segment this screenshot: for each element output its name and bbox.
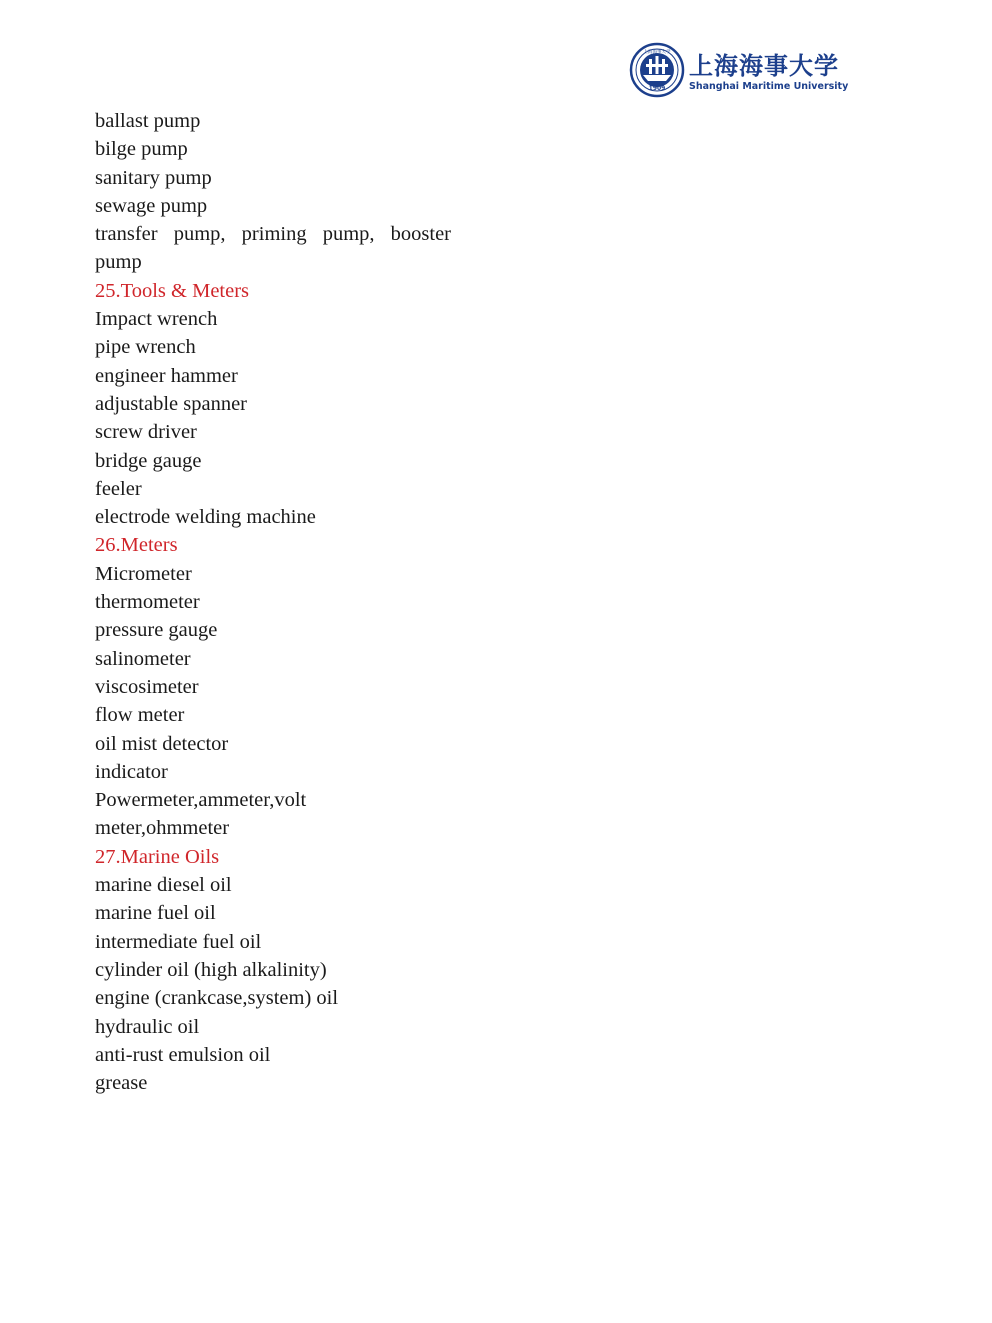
vocabulary-item: bridge gauge [95,449,202,472]
university-seal-icon [629,42,685,98]
vocabulary-item: grease [95,1072,148,1095]
section-heading: 26.Meters [95,534,178,557]
vocabulary-item: thermometer [95,591,200,614]
vocabulary-item: sanitary pump [95,166,212,189]
vocabulary-item: Micrometer [95,562,192,585]
seal-year: 1909 [648,85,666,92]
vocabulary-item: flow meter [95,704,185,727]
vocabulary-item: transfer pump, priming pump, booster [95,223,452,246]
vocabulary-item: meter,ohmmeter [95,817,230,840]
university-name-chinese: 上海海事大学 [689,51,839,80]
vocabulary-item: anti-rust emulsion oil [95,1043,271,1066]
vocabulary-item: engineer hammer [95,364,238,387]
vocabulary-item: sewage pump [95,194,208,217]
vocabulary-item: ballast pump [95,110,201,132]
vocabulary-item: cylinder oil (high alkalinity) [95,958,327,981]
vocabulary-item: pump [95,251,142,274]
vocabulary-item: indicator [95,760,168,783]
section-heading: 27.Marine Oils [95,845,220,868]
vocabulary-item: marine fuel oil [95,902,216,925]
vocabulary-item: intermediate fuel oil [95,930,262,953]
vocabulary-item: engine (crankcase,system) oil [95,987,339,1010]
vocabulary-item: bilge pump [95,138,188,161]
vocabulary-item: adjustable spanner [95,392,247,415]
vocabulary-list [95,107,475,1097]
vocabulary-item: feeler [95,477,142,500]
vocabulary-item: screw driver [95,421,197,444]
vocabulary-item: electrode welding machine [95,506,316,529]
university-logo [629,42,849,98]
vocabulary-item: oil mist detector [95,732,229,755]
vocabulary-item: pressure gauge [95,619,218,642]
seal-text: 上海海事大学 [643,50,671,55]
vocabulary-item: pipe wrench [95,336,196,359]
vocabulary-item: hydraulic oil [95,1015,200,1038]
vocabulary-item: Powermeter,ammeter,volt [95,789,307,812]
section-heading: 25.Tools & Meters [95,279,250,302]
vocabulary-item: viscosimeter [95,675,199,698]
vocabulary-item: Impact wrench [95,308,218,331]
vocabulary-item: salinometer [95,647,191,670]
vocabulary-item: marine diesel oil [95,874,232,897]
university-name-english: Shanghai Maritime University [689,81,849,92]
